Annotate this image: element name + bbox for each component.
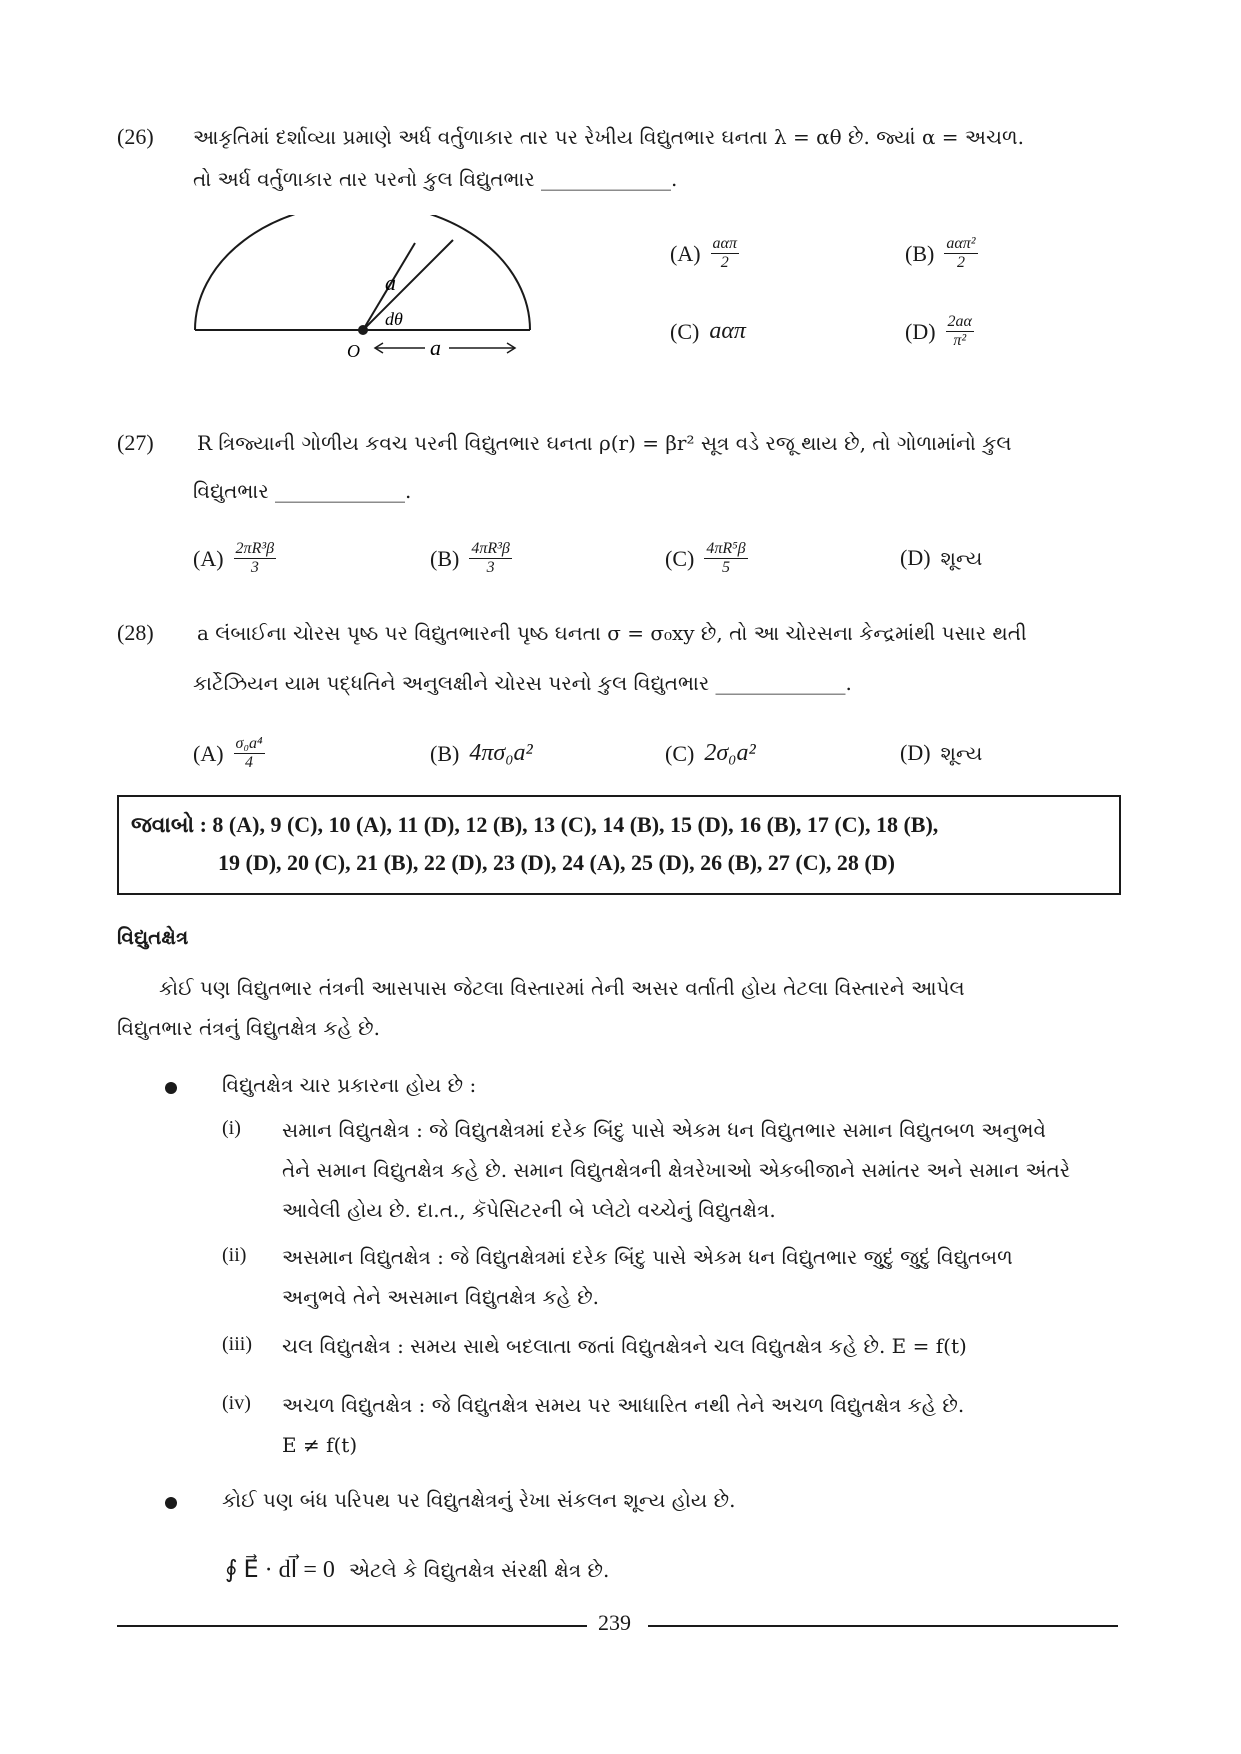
option-d — [900, 740, 982, 766]
bullet-icon — [165, 1497, 177, 1509]
question-text-line: વિદ્યુતભાર _____________. — [193, 479, 412, 503]
option-label: (D) — [900, 545, 931, 570]
list-item-line: અચળ વિદ્યુતક્ષેત્ર : જે વિદ્યુતક્ષેત્ર સમય પર આધારિત નથી તેને અચળ વિદ્યુતક્ષેત્ર કહે છે. — [282, 1393, 965, 1417]
option-value: 2σ₀a² — [704, 740, 756, 766]
fraction: $\frac{\text{2πR³β}}{3}$ — [235, 540, 275, 576]
semicircle-arc — [195, 215, 530, 330]
list-item-line: તેને સમાન વિદ્યુતક્ષેત્ર કહે છે. સમાન વિદ્યુતક્ષેત્રની ક્ષેત્રરેખાઓ એકબીજાને સમાંતર અને સમાન અંતરે — [282, 1158, 1071, 1182]
option-label: (B) — [905, 240, 935, 266]
fraction: $\frac{\text{4πR³β}}{3}$ — [471, 540, 510, 576]
option-label: (C) — [665, 545, 695, 571]
origin-label: O — [347, 341, 360, 361]
base-label: a — [430, 335, 441, 360]
question-number: (28) — [117, 620, 154, 645]
intro-paragraph — [117, 968, 1117, 1048]
answer-key-line: 19 (D), 20 (C), 21 (B), 22 (D), 23 (D), 24 (A), 25 (D), 26 (B), 27 (C), 28 (D) — [218, 850, 895, 875]
option-label: (A) — [193, 545, 224, 571]
section-heading: વિદ્યુતક્ષેત્ર — [117, 925, 189, 949]
list-item-line: ચલ વિદ્યુતક્ષેત્ર : સમય સાથે બદલાતા જતાં વિદ્યુતક્ષેત્રને ચલ વિદ્યુતક્ષેત્ર કહે છે. E = f(t) — [282, 1334, 967, 1358]
answer-key-box — [117, 795, 1121, 895]
list-number: (i) — [222, 1117, 241, 1139]
line-integral-formula: ∮ E⃗ · dl⃗ = 0 — [225, 1557, 335, 1583]
angle-label: dθ — [385, 309, 403, 329]
question-text-line: આકૃતિમાં દર્શાવ્યા પ્રમાણે અર્ધ વર્તુળાકાર તાર પર રેખીય વિદ્યુતભાર ઘનતા λ = αθ છે. જ્યાં α = અચળ. — [193, 125, 1024, 149]
option-a — [670, 235, 739, 272]
bullet-icon — [165, 1082, 177, 1094]
bullet-text: કોઈ પણ બંધ પરિપથ પર વિદ્યુતક્ષેત્રનું રેખા સંકલન શૂન્ય હોય છે. — [222, 1488, 736, 1512]
question-text-line: R ત્રિજ્યાની ગોળીય કવચ પરની વિદ્યુતભાર ઘનતા ρ(r) = βr² સૂત્ર વડે રજૂ થાય છે, તો ગોળામાંનો કુલ — [197, 431, 1012, 455]
option-b — [430, 540, 512, 577]
paragraph-line: કોઈ પણ વિદ્યુતભાર તંત્રની આસપાસ જેટલા વિસ્તારમાં તેની અસર વર્તાતી હોય તેટલા વિસ્તારને આપેલ — [159, 976, 965, 1000]
fraction: $\frac{\text{σ₀a⁴}}{4}$ — [235, 735, 263, 771]
option-value: 4πσ₀a² — [469, 740, 533, 766]
fraction: $\frac{\text{4πR⁵β}}{5}$ — [706, 540, 746, 576]
footer-rule-right — [648, 1625, 1118, 1627]
paragraph-line: વિદ્યુતભાર તંત્રનું વિદ્યુતક્ષેત્ર કહે છે. — [117, 1016, 380, 1040]
question-text-line: કાર્ટેઝિયન યામ પદ્ધતિને અનુલક્ષીને ચોરસ પરનો કુલ વિદ્યુતભાર _____________. — [193, 671, 852, 695]
list-item-line: આવેલી હોય છે. દા.ત., કૅપેસિટરની બે પ્લેટો વચ્ચેનું વિદ્યુતક્ષેત્ર. — [282, 1198, 776, 1222]
option-d — [900, 545, 982, 571]
fraction: $\frac{2a\alpha}{\text{π²}}$ — [947, 313, 972, 349]
option-label: (A) — [193, 740, 224, 766]
question-number: (26) — [117, 124, 154, 149]
option-label: (D) — [900, 740, 931, 765]
list-item-line: E ≠ f(t) — [282, 1433, 358, 1457]
option-a — [193, 540, 276, 577]
option-label: (D) — [905, 318, 936, 344]
list-item — [282, 1237, 1013, 1317]
option-label: (C) — [670, 318, 700, 344]
option-a — [193, 735, 265, 772]
option-c — [670, 318, 746, 345]
question-number: (27) — [117, 430, 154, 455]
bullet-text: વિદ્યુતક્ષેત્ર ચાર પ્રકારના હોય છે : — [222, 1073, 477, 1097]
list-item-line: અનુભવે તેને અસમાન વિદ્યુતક્ષેત્ર કહે છે. — [282, 1285, 600, 1309]
radius-label: a — [385, 270, 396, 295]
fraction: $\frac{\text{aαπ}}{2}$ — [712, 235, 737, 271]
option-value: શૂન્ય — [940, 741, 983, 765]
option-value: શૂન્ય — [940, 546, 983, 570]
list-item-line: અસમાન વિદ્યુતક્ષેત્ર : જે વિદ્યુતક્ષેત્રમાં દરેક બિંદુ પાસે એકમ ધન વિદ્યુતભાર જુદું જુદું વિદ્યુતબળ — [282, 1245, 1013, 1269]
list-number: (ii) — [222, 1244, 247, 1266]
fraction: $\frac{\text{aαπ²}}{2}$ — [946, 235, 976, 271]
semicircle-figure — [185, 215, 545, 365]
formula-text: એટલે કે વિદ્યુતક્ષેત્ર સંરક્ષી ક્ષેત્ર છે. — [348, 1558, 610, 1582]
page-number: 239 — [598, 1610, 631, 1635]
option-c — [665, 540, 748, 577]
option-c — [665, 740, 756, 767]
answer-key-line: જવાબો : 8 (A), 9 (C), 10 (A), 11 (D), 12 (B), 13 (C), 14 (B), 15 (D), 16 (B), 17 (C), 18 (B), — [131, 812, 939, 837]
option-d — [905, 313, 974, 350]
option-b — [905, 235, 978, 272]
formula-row — [225, 1555, 609, 1584]
question-text-line: તો અર્ધ વર્તુળાકાર તાર પરનો કુલ વિદ્યુતભાર _____________. — [193, 167, 678, 191]
option-label: (C) — [665, 740, 695, 766]
list-item — [282, 1110, 1070, 1230]
option-label: (A) — [670, 240, 701, 266]
option-label: (B) — [430, 740, 460, 766]
list-item-line: સમાન વિદ્યુતક્ષેત્ર : જે વિદ્યુતક્ષેત્રમાં દરેક બિંદુ પાસે એકમ ધન વિદ્યુતભાર સમાન વિદ્યુતબળ અનુભવે — [282, 1118, 1046, 1142]
option-value: aαπ — [709, 318, 746, 344]
question-text-line: a લંબાઈના ચોરસ પૃષ્ઠ પર વિદ્યુતભારની પૃષ્ઠ ઘનતા σ = σ₀xy છે, તો આ ચોરસના કેન્દ્રમાંથી પસાર થતી — [197, 621, 1027, 645]
option-b — [430, 740, 533, 767]
option-label: (B) — [430, 545, 460, 571]
list-number: (iv) — [222, 1392, 251, 1414]
list-item — [282, 1385, 964, 1465]
list-item — [282, 1326, 967, 1366]
list-number: (iii) — [222, 1333, 252, 1355]
footer-rule-left — [117, 1625, 587, 1627]
